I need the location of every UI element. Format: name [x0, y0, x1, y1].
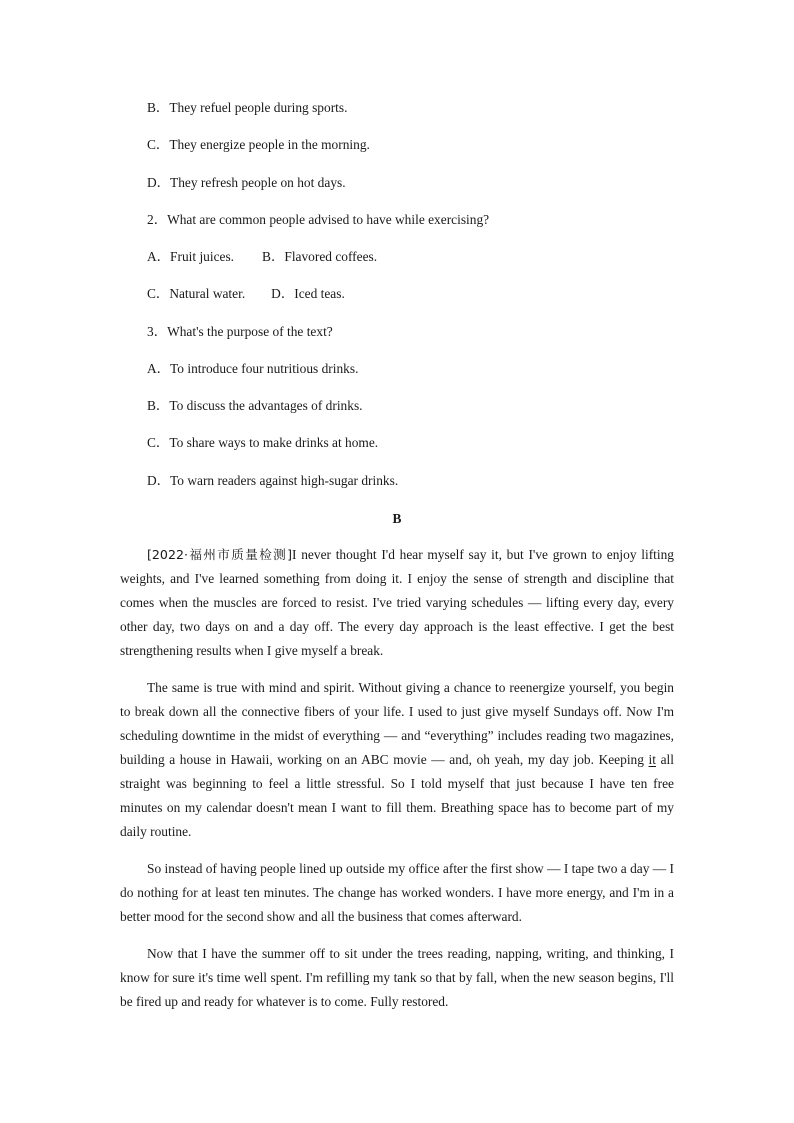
q3-stem: 3．What's the purpose of the text?	[147, 324, 333, 339]
q2-option-b: B．Flavored coffees.	[262, 249, 378, 264]
q3-option-c: C．To share ways to make drinks at home.	[147, 435, 379, 450]
q1-option-c: C．They energize people in the morning.	[147, 137, 370, 152]
section-heading: B	[392, 511, 402, 526]
passage-paragraph-1	[120, 543, 674, 663]
q3-option-d: D．To warn readers against high-sugar drinks.	[147, 473, 399, 488]
paragraph-4-text: Now that I have the summer off to sit under the trees reading, napping, writing, and thinking, I know for sure it's time well spent. I'm refilling my tank so that by fall, when the new season begins, I'll be fired up and ready for whatever is to come. Fully restored.	[120, 946, 674, 1009]
paragraph-2-text-end: all straight was beginning to feel a little stressful. So I told myself that just because I have ten free minutes on my calendar doesn't mean I want to fill them. Breathing space has to become part of my daily routine.	[120, 752, 674, 839]
paragraph-2-text-start: The same is true with mind and spirit. Without giving a chance to reenergize yourself, you begin to break down all the connective fibers of your life. I used to just give myself Sundays off. Now I'm scheduling downtime in the midst of everything — and “everything” includes reading two magazines, building a house in Hawaii, working on an ABC movie — and, oh yeah, my day job. Keeping	[120, 680, 674, 767]
passage-paragraph-4	[120, 942, 674, 1014]
q2-stem: 2．What are common people advised to have while exercising?	[147, 212, 490, 227]
underlined-word: it	[648, 752, 656, 767]
q3-option-a: A．To introduce four nutritious drinks.	[147, 361, 359, 376]
passage-paragraph-3	[120, 857, 674, 929]
q3-option-b: B．To discuss the advantages of drinks.	[147, 398, 363, 413]
q1-option-b: B．They refuel people during sports.	[147, 100, 348, 115]
q2-options-row-2	[147, 285, 345, 303]
passage-paragraph-2	[120, 676, 674, 844]
q2-option-d: D．Iced teas.	[271, 286, 345, 301]
paragraph-1-text: I never thought I'd hear myself say it, but I've grown to enjoy lifting weights, and I've learned something from doing it. I enjoy the sense of strength and discipline that comes when the muscles are forced to resist. I've tried varying schedules — lifting every day, every other day, two days on and a day off. The every day approach is the least effective. I get the best strengthening results when I give myself a break.	[120, 547, 674, 658]
q2-options-row-1	[147, 248, 377, 266]
source-tag: [2022·福州市质量检测]	[147, 547, 293, 562]
paragraph-3-text: So instead of having people lined up outside my office after the first show — I tape two a day — I do nothing for at least ten minutes. The change has worked wonders. I have more energy, and I'm in a better mood for the second show and all the business that comes afterward.	[120, 861, 674, 924]
q2-option-c: C．Natural water.	[147, 286, 246, 301]
q1-option-d: D．They refresh people on hot days.	[147, 175, 346, 190]
q2-option-a: A．Fruit juices.	[147, 249, 235, 264]
